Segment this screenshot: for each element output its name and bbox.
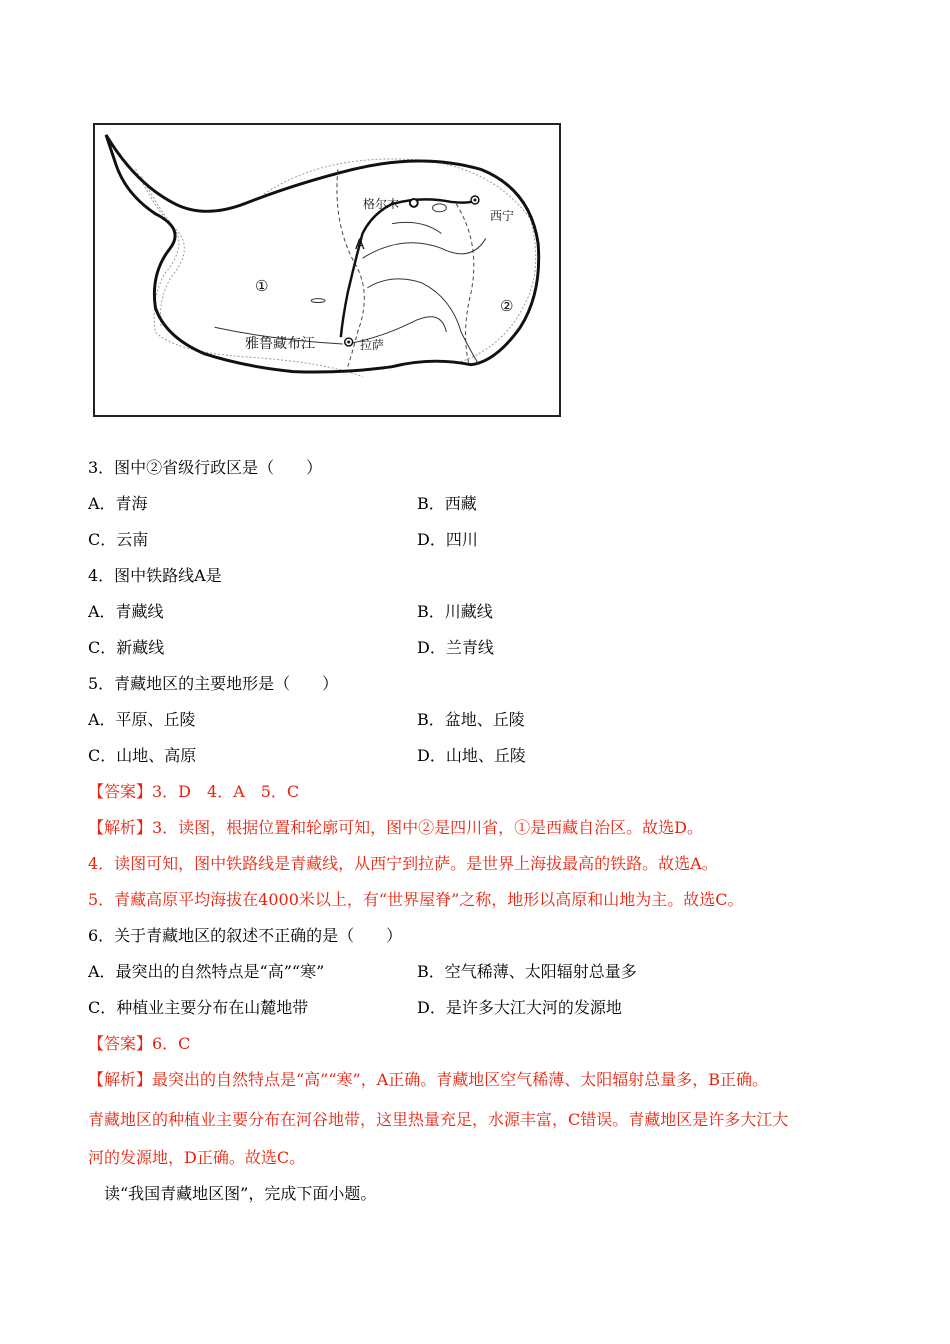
q5-option-c: C．山地、高原 — [88, 746, 197, 765]
q4-option-a: A．青藏线 — [88, 602, 164, 621]
q3-option-b: B．西藏 — [417, 494, 477, 513]
xining-label: 西宁 — [490, 209, 515, 223]
q6-stem: 6．关于青藏地区的叙述不正确的是（ ） — [88, 926, 403, 945]
analysis-3: 【解析】3．读图，根据位置和轮廓可知，图中②是四川省，①是西藏自治区。故选D。 — [88, 818, 704, 837]
q5-option-b: B．盆地、丘陵 — [417, 710, 525, 729]
railway-a-label: A — [355, 237, 365, 253]
region-1-label: ① — [255, 277, 269, 295]
q6-option-a: A．最突出的自然特点是“高”“寒” — [88, 962, 325, 981]
q5-option-d: D．山地、丘陵 — [417, 746, 526, 765]
q3-option-d: D．四川 — [417, 530, 478, 549]
q3-stem: 3．图中②省级行政区是（ ） — [88, 458, 323, 477]
germu-marker — [410, 199, 418, 207]
tibet-region-map — [93, 123, 561, 417]
region-2-label: ② — [500, 297, 514, 315]
q5-stem: 5．青藏地区的主要地形是（ ） — [88, 674, 339, 693]
lhasa-label: 拉萨 — [360, 338, 385, 352]
q4-stem: 4．图中铁路线A是 — [88, 566, 222, 585]
map-drawing — [95, 125, 559, 415]
q6-option-c: C．种植业主要分布在山麓地带 — [88, 998, 309, 1017]
q5-option-a: A．平原、丘陵 — [88, 710, 196, 729]
analysis-6-line2: 青藏地区的种植业主要分布在河谷地带，这里热量充足，水源丰富，C错误。青藏地区是许多大江大 — [88, 1110, 789, 1129]
q3-option-c: C．云南 — [88, 530, 149, 549]
next-question-intro: 读“我国青藏地区图”，完成下面小题。 — [104, 1184, 377, 1203]
germu-label: 格尔木 — [363, 197, 400, 211]
q6-option-d: D．是许多大江大河的发源地 — [417, 998, 622, 1017]
analysis-6-line1: 【解析】最突出的自然特点是“高”“寒”，A正确。青藏地区空气稀薄、太阳辐射总量多，B正确。 — [88, 1070, 769, 1089]
q3-option-a: A．青海 — [88, 494, 148, 513]
answer-6: 【答案】6．C — [88, 1034, 191, 1053]
q4-option-c: C．新藏线 — [88, 638, 165, 657]
q4-option-d: D．兰青线 — [417, 638, 494, 657]
analysis-4: 4．读图可知，图中铁路线是青藏线，从西宁到拉萨。是世界上海拔最高的铁路。故选A。 — [88, 854, 718, 873]
analysis-6-line3: 河的发源地，D正确。故选C。 — [88, 1148, 306, 1167]
analysis-5: 5．青藏高原平均海拔在4000米以上，有“世界屋脊”之称，地形以高原和山地为主。故选C。 — [88, 890, 744, 909]
yarlung-river-label: 雅鲁藏布江 — [245, 336, 315, 352]
q6-option-b: B．空气稀薄、太阳辐射总量多 — [417, 962, 637, 981]
q4-option-b: B．川藏线 — [417, 602, 493, 621]
answer-3-5: 【答案】3．D 4．A 5．C — [88, 782, 300, 801]
